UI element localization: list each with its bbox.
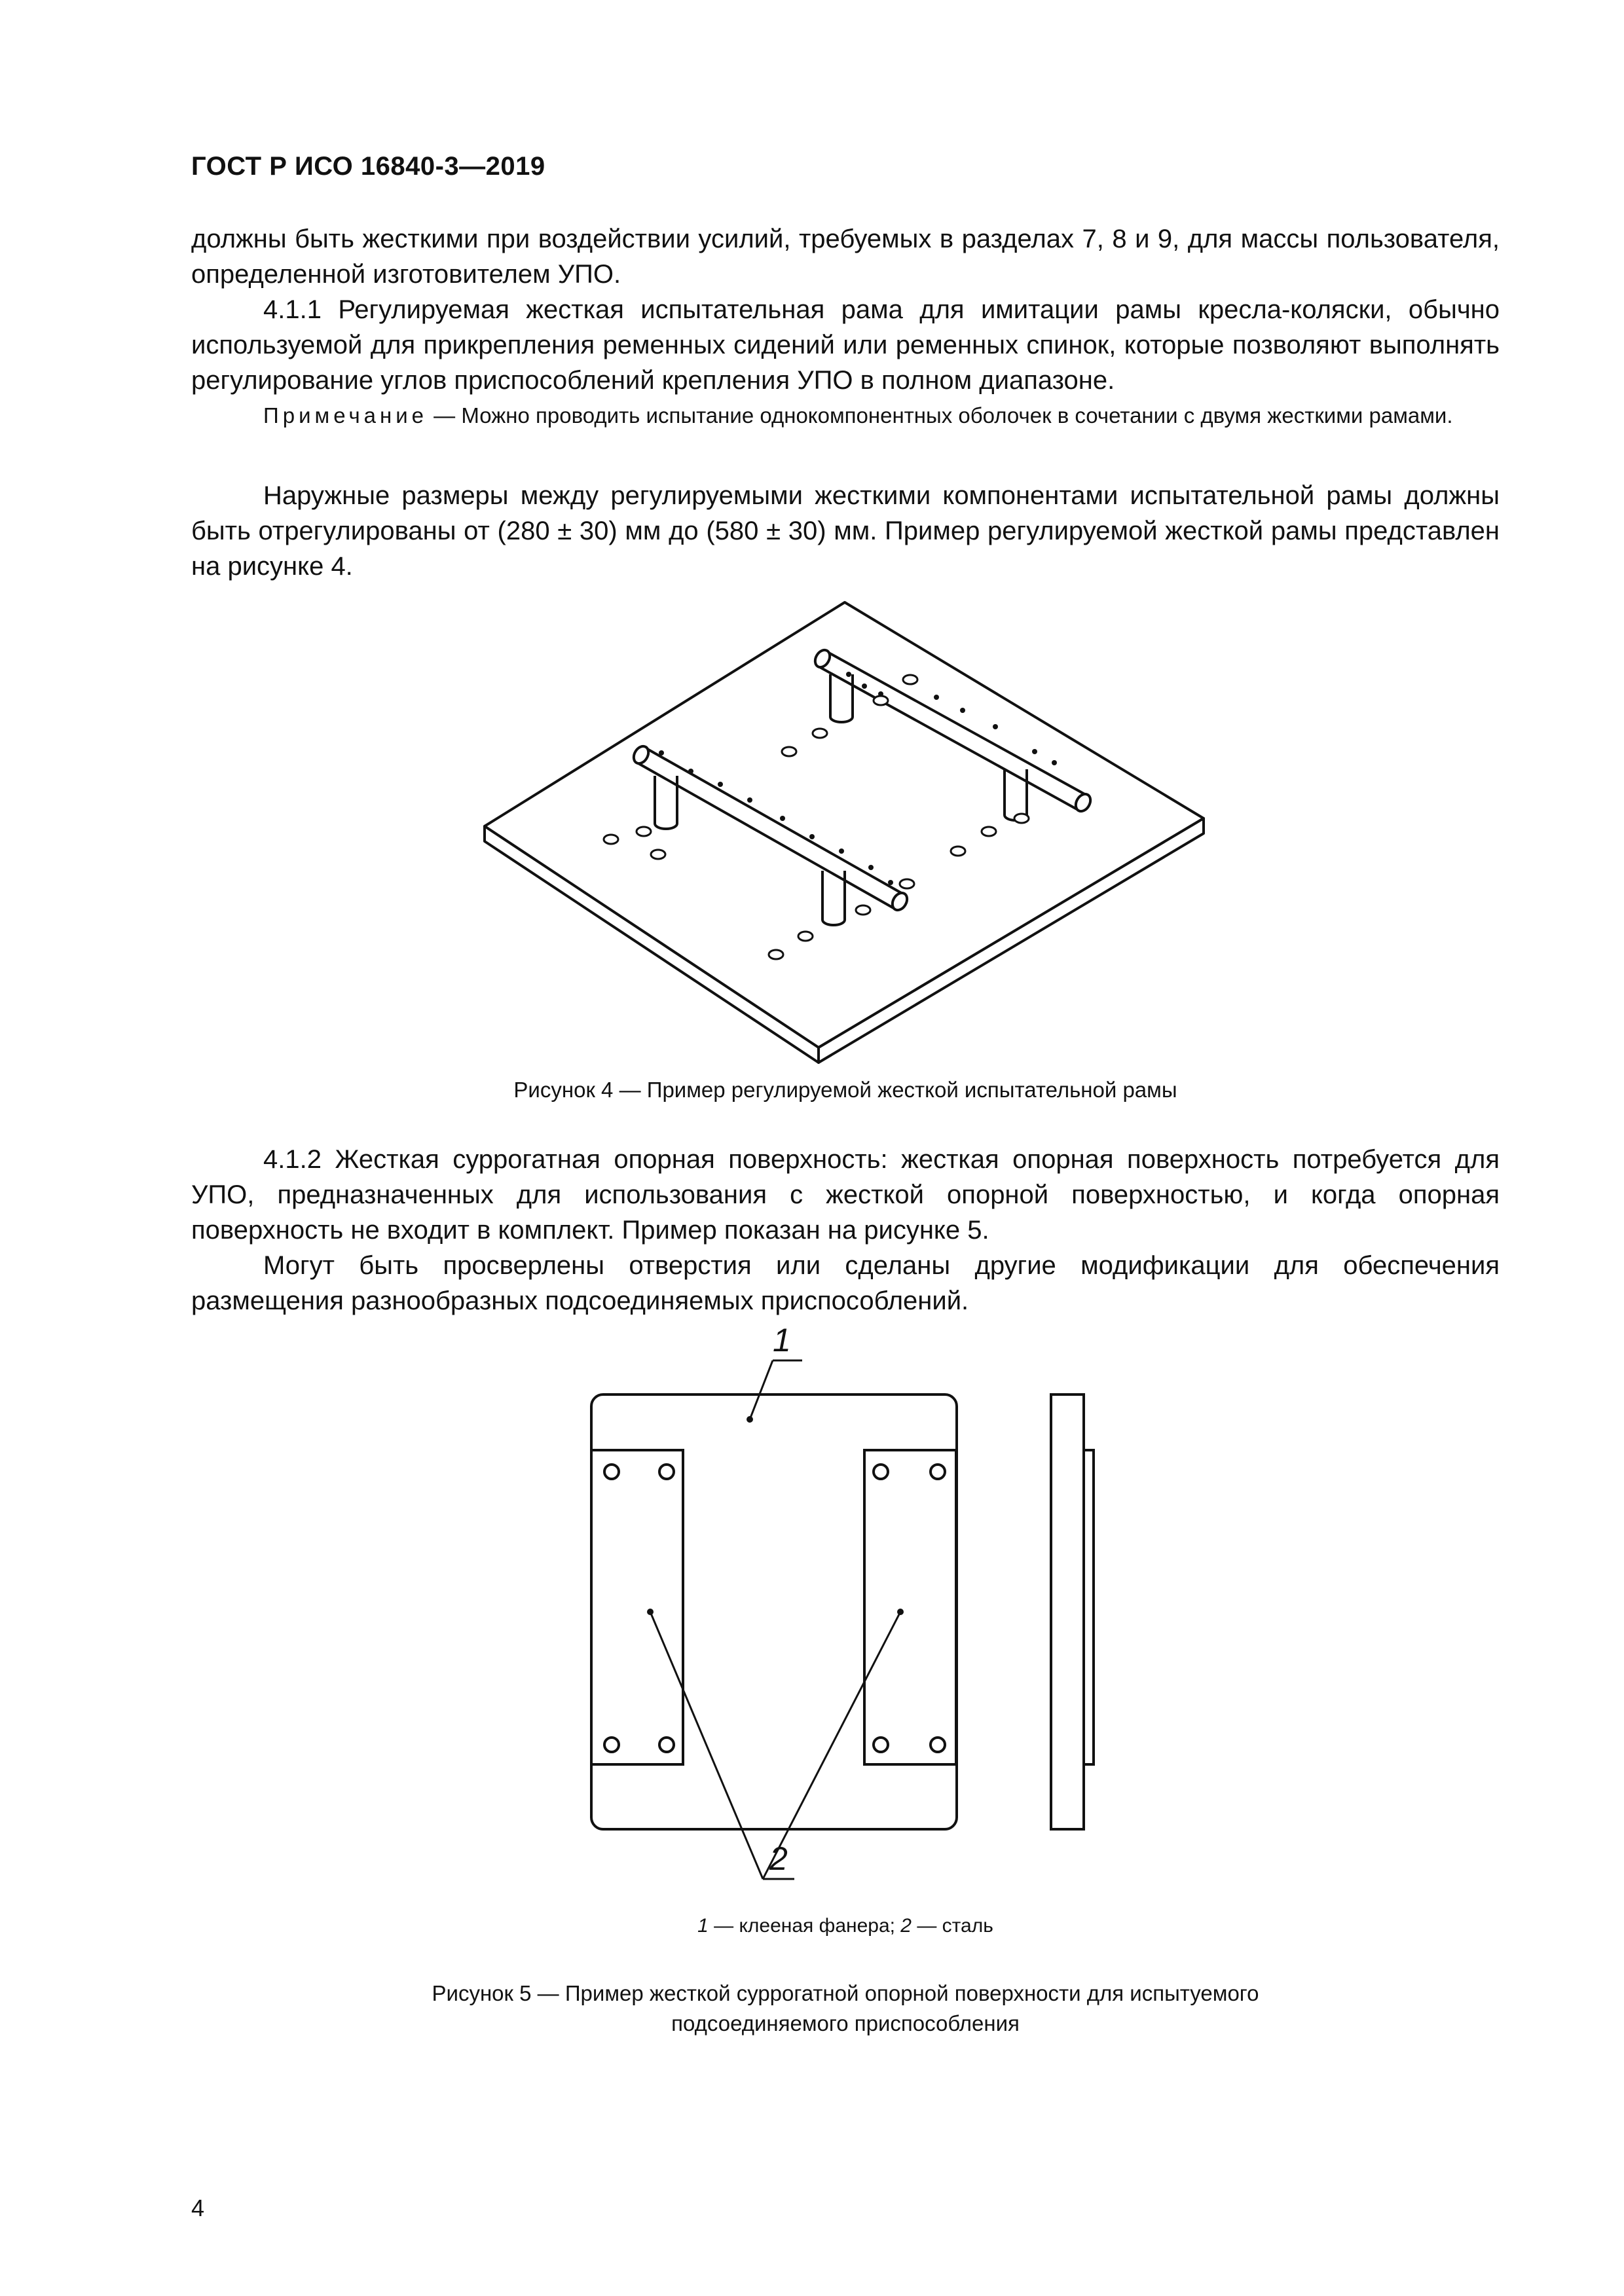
- callout-1: 1: [773, 1322, 791, 1358]
- legend-number-2: 2: [900, 1915, 912, 1937]
- legend-text-2: — сталь: [911, 1915, 993, 1937]
- paragraph-continuation: должны быть жесткими при воздействии усилий, требуемых в разделах 7, 8 и 9, для массы пользователя, определенной изготовителем УПО.: [191, 225, 1500, 289]
- callout-2: 2: [769, 1840, 788, 1877]
- steel-strip-left: [591, 1450, 683, 1764]
- legend-number-1: 1: [697, 1915, 709, 1937]
- page-number: 4: [191, 2195, 205, 2221]
- paragraph-modifications: Могут быть просверлены отверстия или сделаны другие модификации для обеспечения размещения разнообразных подсоединяемых приспособлений.: [191, 1251, 1500, 1315]
- paragraph-dimensions: Наружные размеры между регулируемыми жесткими компонентами испытательной рамы должны быть отрегулированы от (280 ± 30) мм до (580 ± 30) мм. Пример регулируемой жесткой рамы представлен на рисунке 4.: [191, 481, 1500, 581]
- figure-5-caption-line-1: Рисунок 5 — Пример жесткой суррогатной опорной поверхности для испытуемого: [432, 1981, 1259, 2005]
- document-header: ГОСТ Р ИСО 16840-3—2019: [191, 152, 545, 181]
- side-view-board: [1051, 1394, 1084, 1829]
- figure-5-legend: [191, 1915, 1500, 1937]
- paragraph-4-1-1: 4.1.1 Регулируемая жесткая испытательная рама для имитации рамы кресла-коляски, обычно используемой для прикрепления ременных сидений или ременных спинок, которые позволяют выполнять регулирование углов приспособлений крепления УПО в полном диапазоне.: [191, 295, 1500, 395]
- side-view-strip: [1084, 1450, 1094, 1764]
- figure-4-caption: Рисунок 4 — Пример регулируемой жесткой испытательной рамы: [513, 1078, 1177, 1102]
- figure-5-caption-line-2: подсоединяемого приспособления: [671, 2011, 1020, 2035]
- legend-text-1: — клееная фанера;: [708, 1915, 901, 1937]
- note-label: Примечание: [263, 403, 428, 428]
- paragraph-4-1-2: 4.1.2 Жесткая суррогатная опорная поверхность: жесткая опорная поверхность потребуется для УПО, предназначенных для использования с жесткой опорной поверхностью, и когда опорная поверхность не входит в комплект. Пример показан на рисунке 5.: [191, 1145, 1500, 1245]
- note-text: — Можно проводить испытание однокомпонентных оболочек в сочетании с двумя жесткими рамами.: [428, 403, 1453, 428]
- steel-strip-right: [864, 1450, 956, 1764]
